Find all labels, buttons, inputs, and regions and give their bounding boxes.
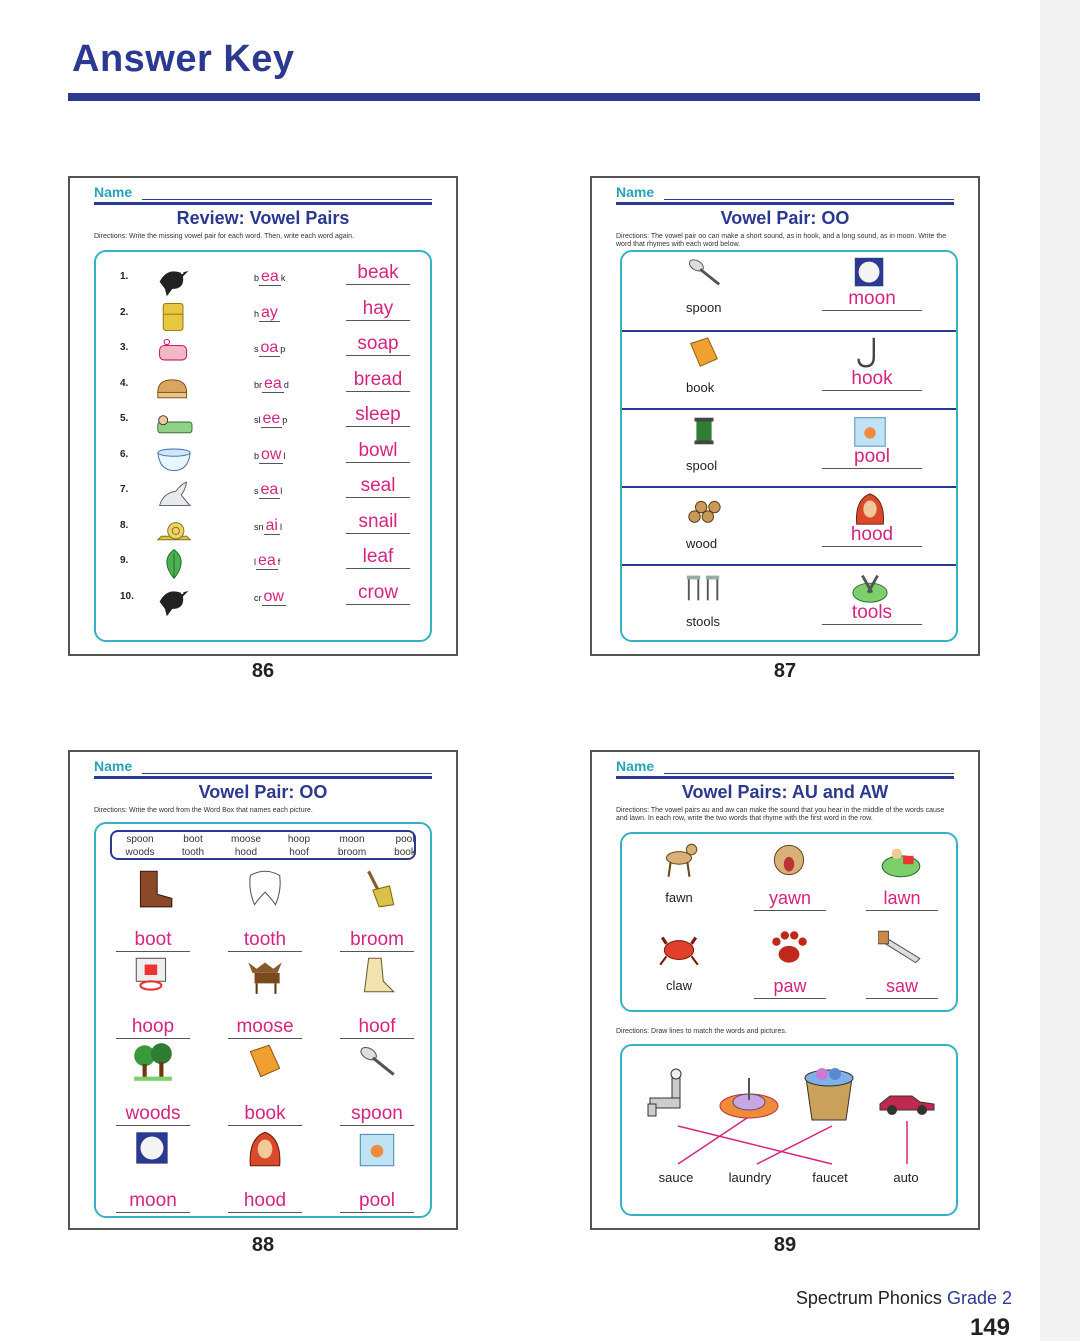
rhyme-row-answer	[744, 926, 834, 1012]
match-word: laundry	[728, 1170, 772, 1185]
vowel-pair-answer: ow	[261, 445, 282, 463]
word-answer: book	[228, 1103, 302, 1126]
directions: Directions: The vowel pair oo can make a short sound, as in hook, and a long sound, as in moon. Write the word that rhymes with each word below.	[616, 233, 947, 248]
word-answer: broom	[340, 929, 414, 952]
word-answer: hook	[822, 368, 922, 391]
name-row	[94, 758, 432, 778]
word-label: spoon	[686, 300, 722, 315]
yawn-icon	[766, 838, 812, 882]
grid-cell	[220, 953, 310, 1039]
footer-grade: Grade 2	[946, 1288, 1012, 1308]
footer-series: Spectrum Phonics	[795, 1288, 942, 1308]
grid-cell	[220, 1040, 310, 1126]
word-answer: hay	[346, 298, 410, 321]
moon-icon	[848, 254, 892, 292]
grid-cell	[108, 1040, 198, 1126]
vowel-pair-answer: ow	[263, 587, 284, 605]
word-answer: tooth	[228, 929, 302, 952]
list-item	[622, 330, 956, 410]
list-item	[96, 582, 436, 616]
answer-panel	[94, 250, 432, 642]
word-answer: yawn	[754, 888, 826, 911]
hook-icon	[848, 334, 892, 372]
name-line	[664, 773, 954, 774]
woods-icon	[130, 1040, 176, 1084]
word-fragment: cr ow	[254, 587, 284, 605]
word-box-item: moose	[230, 834, 261, 845]
grid-cell	[332, 953, 422, 1039]
word-fragment: l ea f	[254, 552, 281, 569]
crab-icon	[656, 926, 702, 970]
spoon-icon	[682, 254, 726, 292]
grid-cell	[108, 1127, 198, 1213]
word-answer: spoon	[340, 1103, 414, 1126]
word-label: stools	[686, 614, 720, 629]
word-label: spool	[686, 458, 718, 473]
grid-cell	[108, 866, 198, 952]
word-box-item: hoop	[287, 834, 311, 845]
directions: Directions: Write the word from the Word Box that names each picture.	[94, 807, 313, 814]
leaf-icon	[152, 546, 196, 582]
match-word: faucet	[812, 1170, 848, 1185]
tools-icon	[848, 568, 892, 606]
worksheet-86	[68, 176, 458, 656]
list-item	[96, 298, 436, 332]
vowel-pair-answer: ea	[260, 481, 279, 498]
bread-icon	[152, 369, 196, 405]
word-answer: tools	[822, 602, 922, 625]
vowel-pair-answer: ay	[261, 303, 278, 321]
grid-cell	[220, 866, 310, 952]
word-answer: pool	[822, 446, 922, 469]
worksheet-88	[68, 750, 458, 1230]
name-row	[616, 758, 954, 778]
grid-cell	[108, 953, 198, 1039]
grid-cell	[332, 1127, 422, 1213]
footer-credit	[796, 1288, 1012, 1309]
worksheet-title: Vowel Pair: OO	[720, 208, 850, 228]
hoof-icon	[354, 953, 400, 997]
item-number: 9.	[120, 555, 129, 566]
rhyme-panel	[620, 832, 958, 1012]
item-number: 8.	[120, 519, 129, 531]
sauce-icon	[718, 1076, 780, 1120]
name-row	[94, 184, 432, 204]
boot-icon	[130, 866, 176, 910]
pool-icon	[354, 1127, 400, 1171]
auto-icon	[878, 1086, 936, 1116]
word-answer: moose	[228, 1016, 302, 1039]
pool-icon	[848, 412, 892, 450]
item-number: 2.	[120, 306, 129, 318]
word-label: book	[686, 380, 715, 395]
list-item	[622, 408, 956, 488]
word-fragment: s ea l	[254, 481, 283, 498]
word-answer: lawn	[866, 888, 938, 911]
word-answer: paw	[754, 976, 826, 999]
spool-icon	[682, 412, 726, 450]
word-answer: saw	[866, 976, 938, 999]
word-answer: pool	[340, 1190, 414, 1213]
word-answer: soap	[346, 333, 410, 356]
word-answer: hoof	[340, 1016, 414, 1039]
item-number: 1.	[120, 271, 129, 282]
wood-icon	[682, 490, 726, 528]
rhyme-row-answer	[744, 838, 834, 924]
word-box-item: hoof	[289, 847, 309, 858]
match-word: auto	[893, 1170, 919, 1185]
word-answer: moon	[116, 1190, 190, 1213]
tooth-icon	[242, 866, 288, 910]
bowl-icon	[152, 440, 196, 476]
hood-icon	[242, 1127, 288, 1171]
list-item	[622, 486, 956, 566]
name-rule	[94, 776, 432, 779]
spoon-icon	[354, 1040, 400, 1084]
word-fragment: sl ee p	[254, 410, 288, 427]
word-fragment: s oa p	[254, 339, 286, 356]
name-label: Name	[616, 184, 655, 200]
word-answer: hoop	[116, 1016, 190, 1039]
title-rule	[68, 93, 980, 101]
page-title: Answer Key	[72, 38, 295, 80]
soap-icon	[152, 333, 196, 369]
grid-cell	[220, 1127, 310, 1213]
paw-icon	[766, 926, 812, 970]
item-number: 7.	[120, 484, 129, 495]
page-number-89: 89	[773, 1234, 797, 1256]
answer-panel	[620, 250, 958, 642]
worksheet-87	[590, 176, 980, 656]
grid-cell	[332, 866, 422, 952]
word-fragment: b ow l	[254, 445, 286, 463]
worksheet-title: Vowel Pairs: AU and AW	[681, 782, 889, 802]
match-word: sauce	[658, 1170, 694, 1185]
list-item	[96, 333, 436, 367]
worksheet-title: Review: Vowel Pairs	[176, 208, 350, 228]
rhyme-row-first	[634, 838, 724, 924]
name-line	[142, 199, 432, 200]
hoop-icon	[130, 953, 176, 997]
snail-icon	[152, 511, 196, 547]
seal-icon	[152, 475, 196, 511]
list-item	[96, 546, 436, 580]
item-number: 3.	[120, 342, 129, 353]
word-answer: bread	[346, 369, 410, 392]
directions: Directions: The vowel pairs au and aw can make the sound that you hear in the middle of the words cause and lawn. In each row, write the two words that rhyme with the first word in the row.	[616, 807, 945, 822]
word-answer: seal	[346, 475, 410, 498]
broom-icon	[354, 866, 400, 910]
list-item	[96, 475, 436, 509]
vowel-pair-answer: ea	[264, 374, 282, 392]
list-item	[622, 252, 956, 330]
word-box-item: pool	[395, 834, 415, 845]
crow-icon	[152, 262, 196, 298]
rhyme-row-first	[634, 926, 724, 1012]
list-item	[622, 564, 956, 644]
item-number: 10.	[120, 590, 134, 602]
page-number-88: 88	[251, 1234, 275, 1256]
name-rule	[94, 202, 432, 205]
vowel-pair-answer: ea	[261, 268, 279, 285]
answer-panel	[94, 822, 432, 1218]
faucet-icon	[646, 1068, 696, 1124]
vowel-pair-answer: ai	[265, 516, 278, 534]
name-line	[142, 773, 432, 774]
rhyme-row-answer	[856, 926, 946, 1012]
word-box	[110, 830, 416, 860]
hood-icon	[848, 490, 892, 528]
name-label: Name	[94, 184, 133, 200]
list-item	[96, 511, 436, 545]
word-answer: crow	[346, 582, 410, 605]
directions: Directions: Write the missing vowel pair for each word. Then, write each word again.	[94, 233, 355, 240]
laundry-icon	[800, 1064, 858, 1124]
vowel-pair-answer: oa	[260, 339, 279, 356]
item-number: 5.	[120, 413, 129, 424]
word-box-item: woods	[125, 847, 155, 858]
sleeping-person-icon	[152, 404, 196, 440]
grid-cell	[332, 1040, 422, 1126]
word-answer: hood	[228, 1190, 302, 1213]
name-row	[616, 184, 954, 204]
footer-page-number: 149	[969, 1314, 1010, 1341]
saw-icon	[878, 926, 924, 970]
word-fragment: sn ai l	[254, 516, 282, 534]
name-rule	[616, 202, 954, 205]
word-answer: moon	[822, 288, 922, 311]
word-answer: boot	[116, 929, 190, 952]
moose-icon	[242, 953, 288, 997]
word-answer: leaf	[346, 546, 410, 569]
page-number-86: 86	[251, 660, 275, 682]
book-icon	[682, 334, 726, 372]
fawn-icon	[656, 838, 702, 882]
word-fragment: br ea d	[254, 374, 289, 392]
worksheet-title: Vowel Pair: OO	[198, 782, 328, 802]
match-panel	[620, 1044, 958, 1216]
list-item	[96, 369, 436, 403]
word-answer: woods	[116, 1103, 190, 1126]
list-item	[96, 440, 436, 474]
word-fragment: b ea k	[254, 268, 286, 285]
page-number-87: 87	[773, 660, 797, 682]
word-label: fawn	[665, 890, 693, 905]
word-box-item: broom	[337, 847, 367, 858]
vowel-pair-answer: ee	[262, 410, 281, 427]
moon-icon	[130, 1127, 176, 1171]
hay-icon	[152, 298, 196, 334]
vowel-pair-answer: ea	[258, 552, 276, 569]
word-box-item: spoon	[126, 834, 154, 845]
stools-icon	[682, 568, 726, 606]
word-fragment: h ay	[254, 303, 278, 321]
item-number: 4.	[120, 377, 129, 389]
word-box-item: hood	[234, 847, 258, 858]
word-answer: bowl	[346, 440, 410, 463]
right-gutter	[1040, 0, 1080, 1341]
book-icon	[242, 1040, 288, 1084]
directions-2: Directions: Draw lines to match the words and pictures.	[616, 1028, 787, 1035]
name-label: Name	[616, 758, 655, 774]
word-label: claw	[665, 978, 692, 993]
word-answer: beak	[346, 262, 410, 285]
list-item	[96, 262, 436, 296]
rhyme-row-answer	[856, 838, 946, 924]
word-box-item: tooth	[181, 847, 205, 858]
item-number: 6.	[120, 448, 129, 460]
word-answer: sleep	[346, 404, 410, 427]
worksheet-89	[590, 750, 980, 1230]
crow-icon	[152, 582, 196, 618]
word-label: wood	[686, 536, 718, 551]
word-box-item: moon	[339, 834, 365, 845]
lawn-icon	[878, 838, 924, 882]
word-answer: snail	[346, 511, 410, 534]
word-answer: hood	[822, 524, 922, 547]
word-box-item: boot	[183, 834, 203, 845]
word-box-item: book	[394, 847, 416, 858]
name-label: Name	[94, 758, 133, 774]
list-item	[96, 404, 436, 438]
name-rule	[616, 776, 954, 779]
name-line	[664, 199, 954, 200]
